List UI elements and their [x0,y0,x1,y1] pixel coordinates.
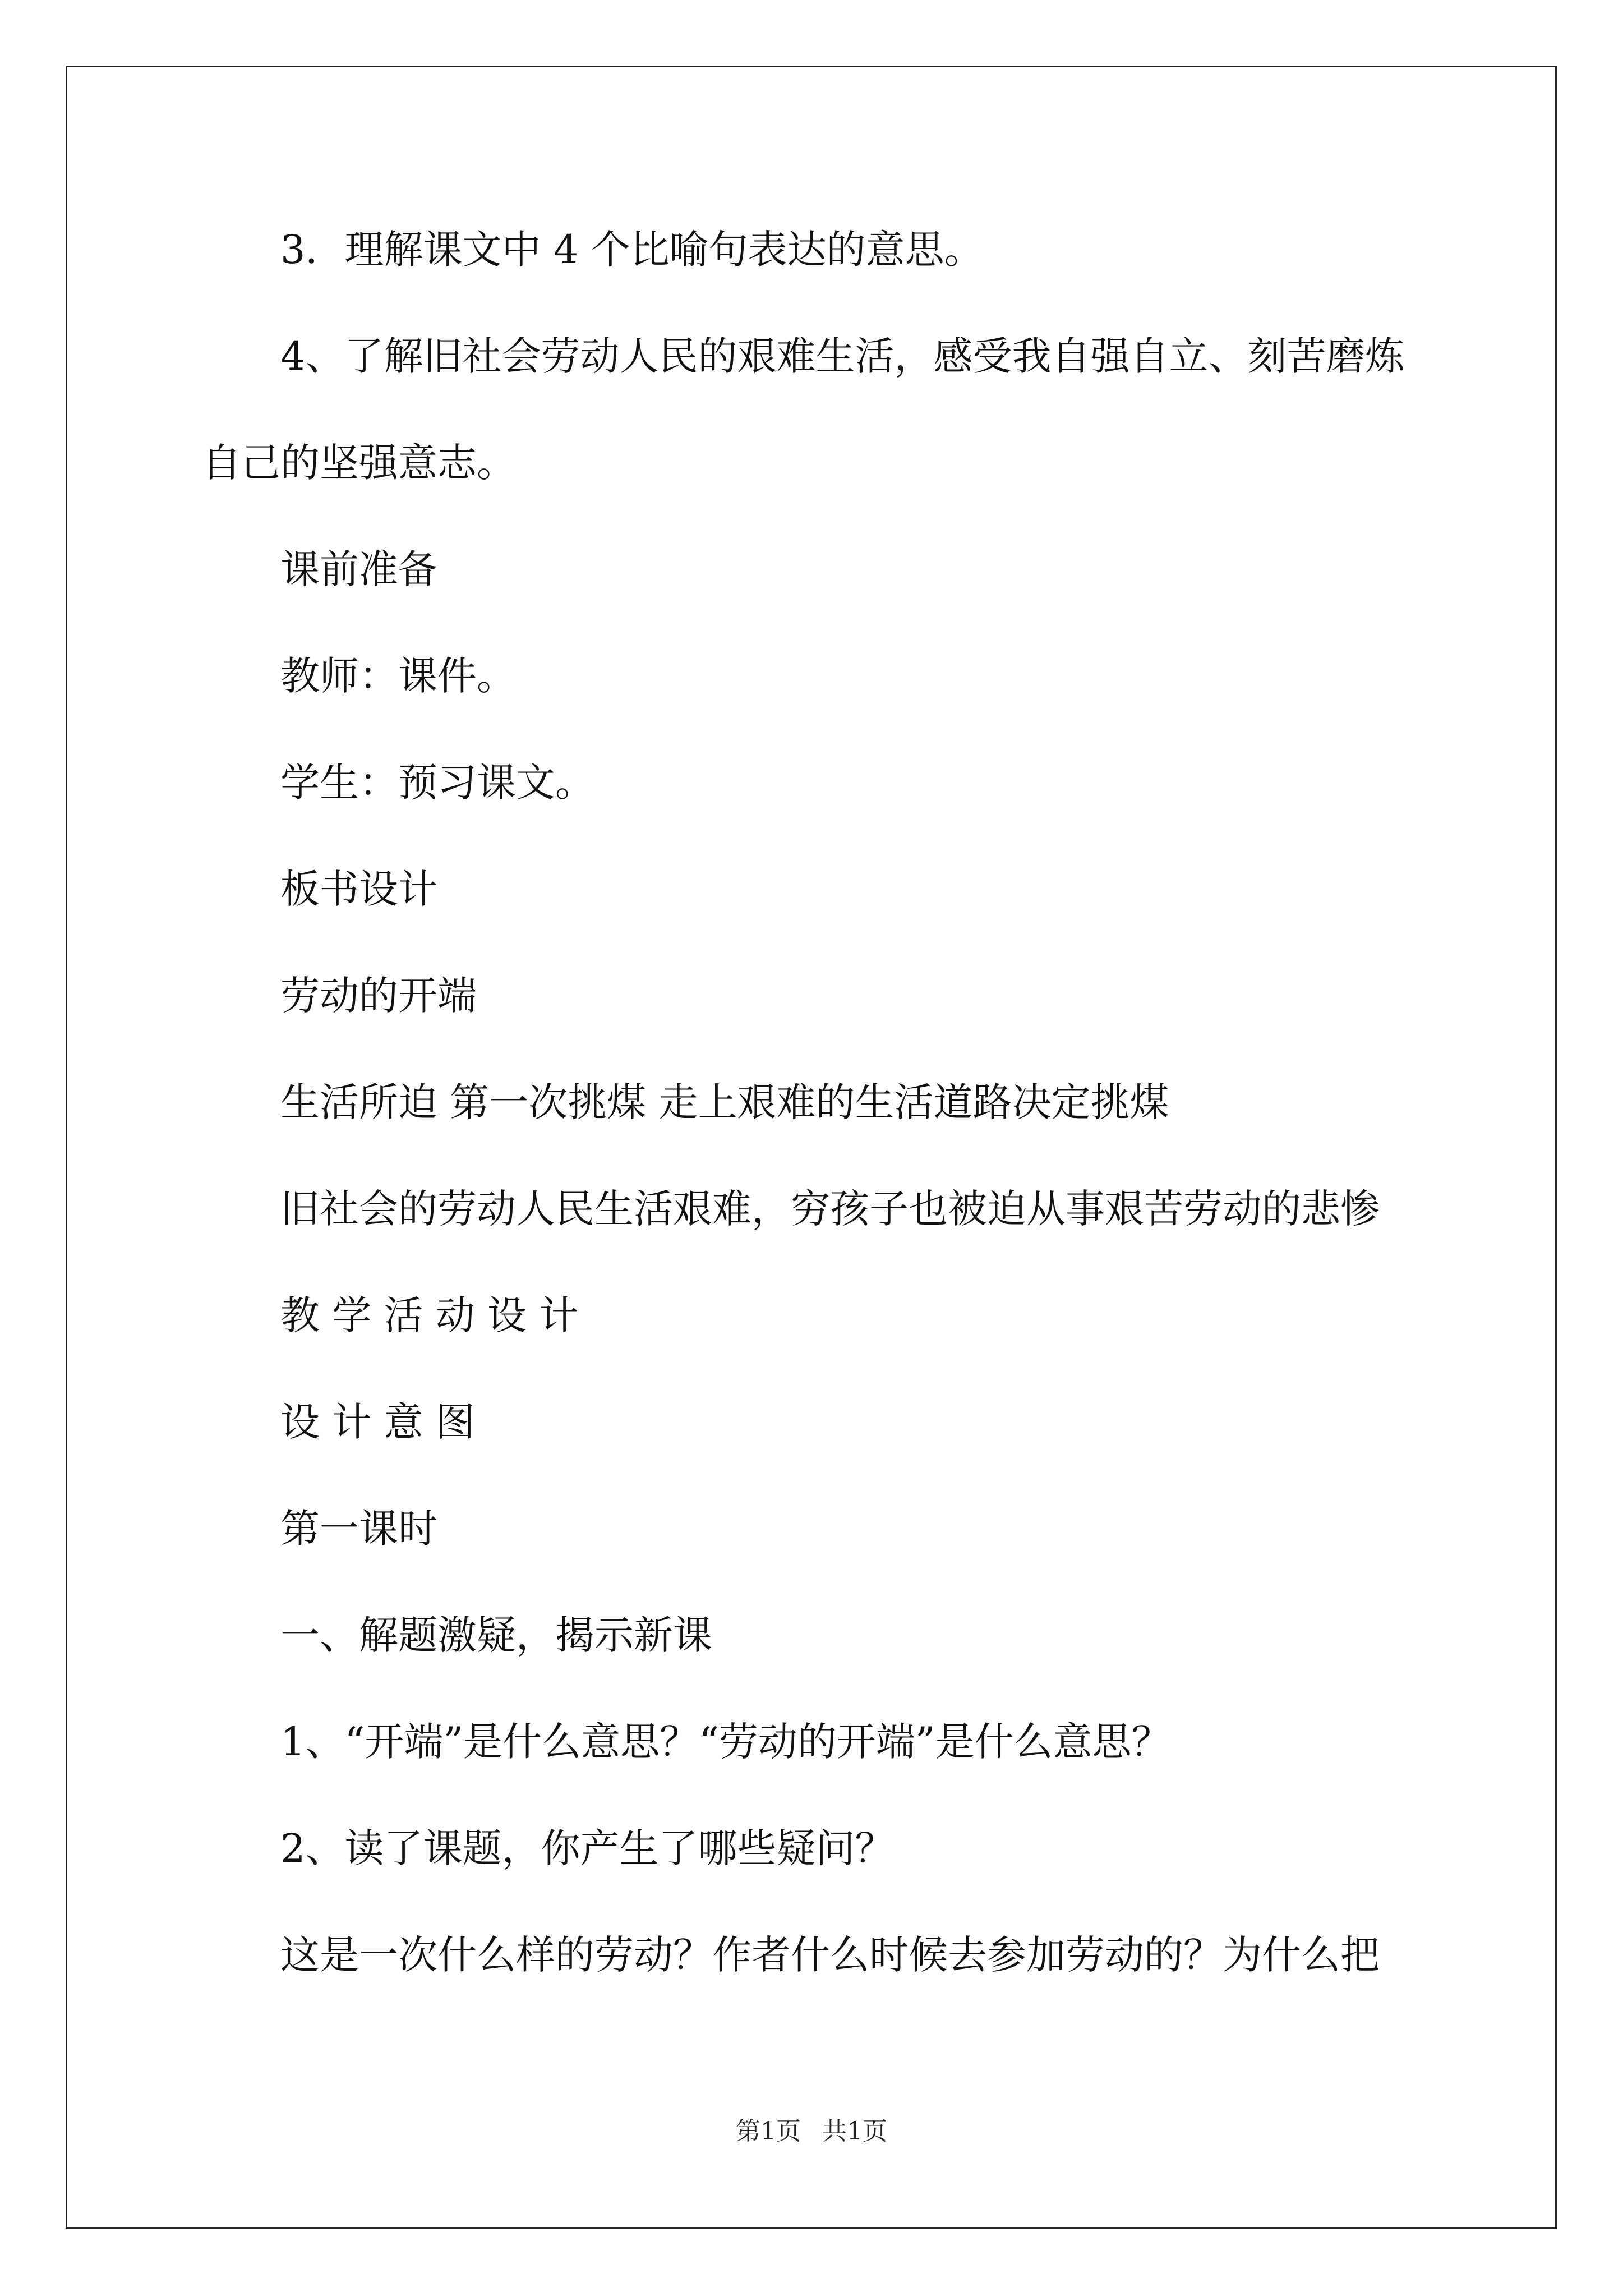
page-number-current: 第1页 [736,2117,801,2146]
text-line-teacher: 教师：课件。 [280,653,516,699]
text-line-questions-detail: 这是一次什么样的劳动？作者什么时候去参加劳动的？为什么把 [280,1932,1380,1978]
page-footer [0,2115,1623,2148]
section-heading-first-lesson: 第一课时 [280,1506,437,1552]
page-number-total: 共1页 [822,2117,887,2146]
text-line-student: 学生：预习课文。 [280,760,594,806]
section-heading-preparation: 课前准备 [280,546,437,592]
text-line-3: 自己的坚强意志。 [202,440,516,486]
section-heading-intro: 一、解题激疑，揭示新课 [280,1612,712,1658]
section-heading-board-design: 板书设计 [280,866,437,912]
section-heading-activity-design: 教 学 活 动 设 计 [280,1292,579,1338]
section-heading-design-intent: 设 计 意 图 [280,1399,475,1445]
text-line-lesson-title: 劳动的开端 [280,973,477,1019]
text-line-board-outline: 生活所迫 第一次挑煤 走上艰难的生活道路决定挑煤 [280,1079,1169,1125]
text-line-board-summary: 旧社会的劳动人民生活艰难，穷孩子也被迫从事艰苦劳动的悲惨 [280,1186,1380,1232]
text-line-question-2: 2、读了课题，你产生了哪些疑问？ [280,1825,895,1871]
text-line-1: 3．理解课文中 4 个比喻句表达的意思。 [280,227,984,273]
text-line-question-1: 1、“开端”是什么意思？“劳动的开端”是什么意思？ [280,1719,1171,1765]
text-line-2: 4、了解旧社会劳动人民的艰难生活，感受我自强自立、刻苦磨炼 [280,333,1405,379]
